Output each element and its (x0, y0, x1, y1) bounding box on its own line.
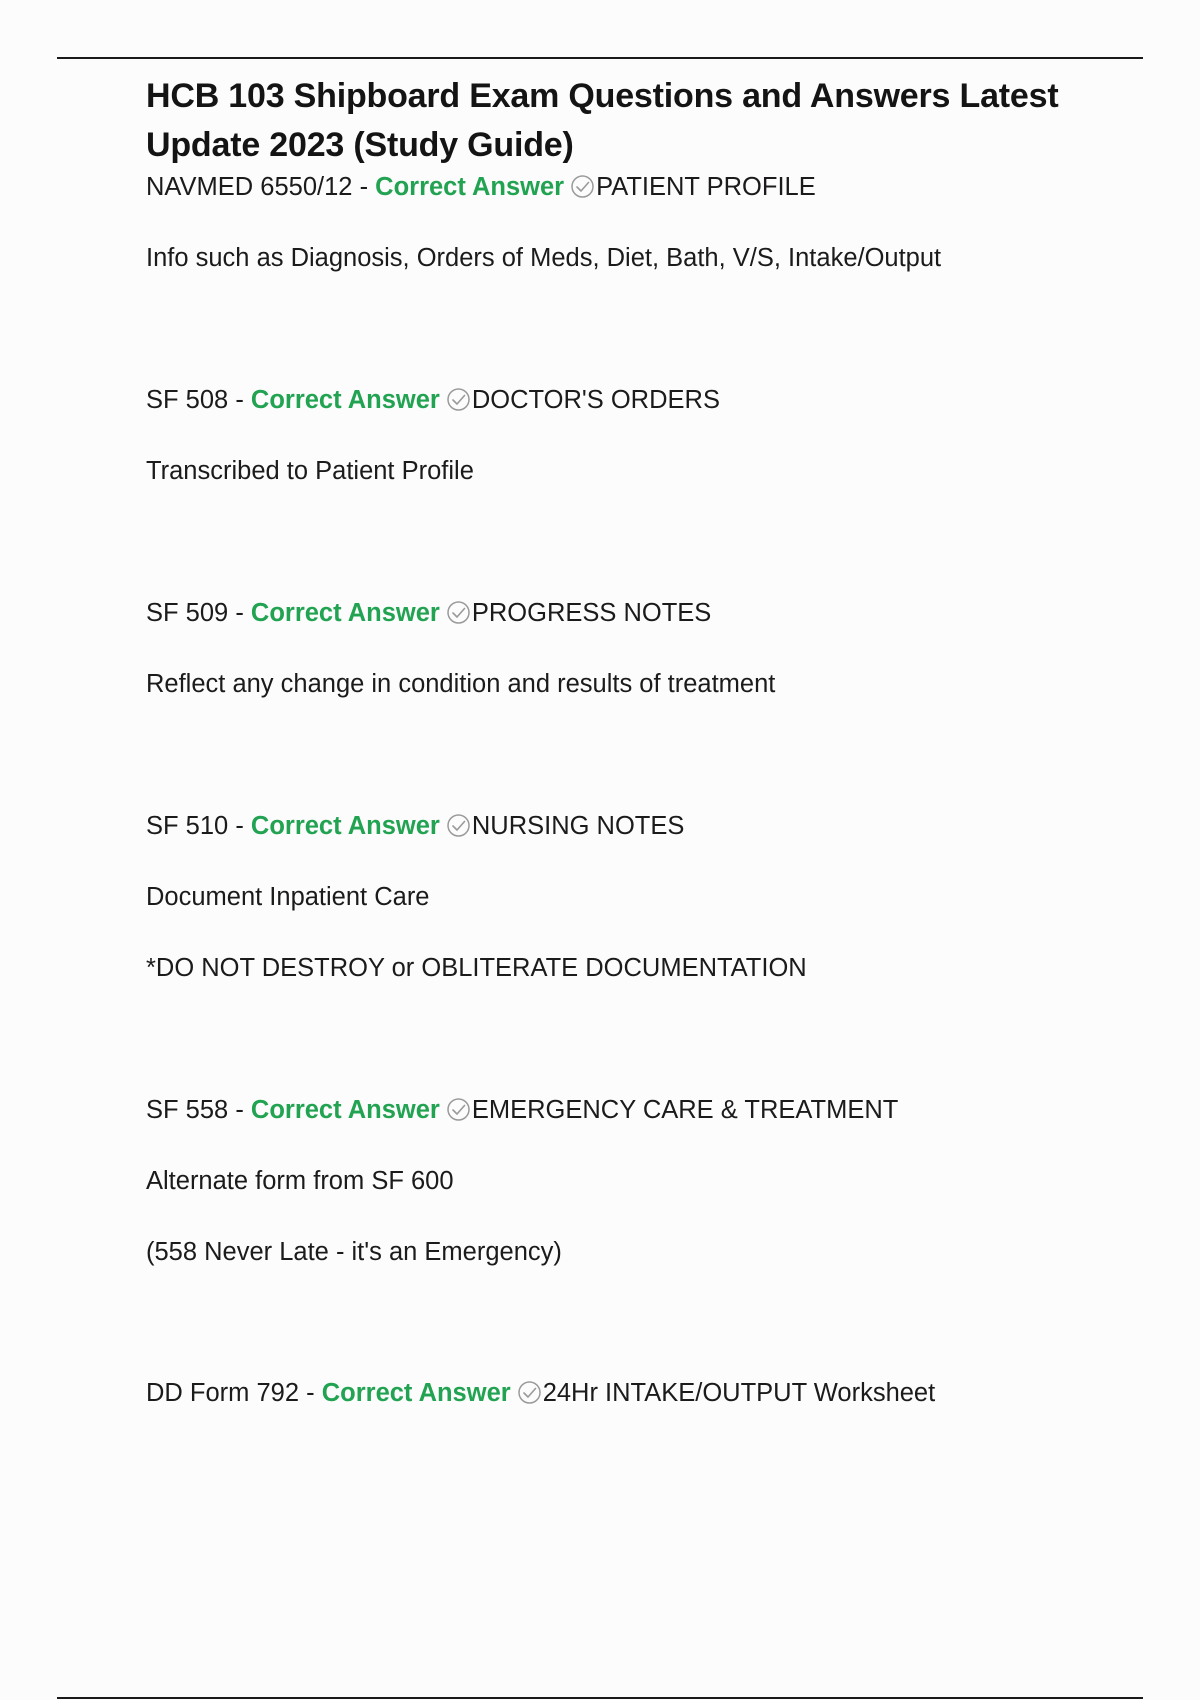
document-body (146, 72, 1106, 1410)
check-circle-icon (446, 600, 471, 625)
check-circle-icon (570, 174, 595, 199)
qa-entry (146, 170, 1106, 275)
note-line: Info such as Diagnosis, Orders of Meds, Diet, Bath, V/S, Intake/Output (146, 244, 942, 272)
separator: - (359, 173, 369, 201)
check-circle-icon (446, 1097, 471, 1122)
form-number: DD Form 792 (146, 1379, 300, 1407)
note-line: *DO NOT DESTROY or OBLITERATE DOCUMENTATION (146, 954, 807, 982)
correct-answer-label: Correct Answer (250, 1096, 440, 1124)
qa-entry (146, 383, 1106, 488)
note-line: Reflect any change in condition and results of treatment (146, 670, 776, 698)
note-line: Transcribed to Patient Profile (146, 457, 474, 485)
answer-text: EMERGENCY CARE & TREATMENT (471, 1096, 899, 1124)
form-number: SF 509 (146, 599, 229, 627)
form-number: SF 508 (146, 386, 229, 414)
form-number: SF 510 (146, 812, 229, 840)
note-line: (558 Never Late - it's an Emergency) (146, 1238, 562, 1266)
qa-entry (146, 1093, 1106, 1269)
answer-text: PATIENT PROFILE (596, 173, 816, 201)
question-line (146, 596, 1106, 630)
page-title: HCB 103 Shipboard Exam Questions and Answers Latest Update 2023 (Study Guide) (146, 77, 1059, 164)
question-line (146, 170, 1106, 204)
note-line: Document Inpatient Care (146, 883, 430, 911)
bottom-divider (57, 1697, 1143, 1699)
answer-text: NURSING NOTES (471, 812, 685, 840)
answer-text: 24Hr INTAKE/OUTPUT Worksheet (542, 1379, 936, 1407)
form-number: NAVMED 6550/12 (146, 173, 353, 201)
question-line (146, 383, 1106, 417)
answer-text: PROGRESS NOTES (471, 599, 712, 627)
question-line (146, 809, 1106, 843)
correct-answer-label: Correct Answer (250, 812, 440, 840)
separator: - (306, 1379, 315, 1407)
question-line (146, 1376, 1106, 1410)
check-circle-icon (517, 1380, 542, 1405)
check-circle-icon (446, 813, 471, 838)
qa-entry (146, 809, 1106, 985)
answer-text: DOCTOR'S ORDERS (471, 386, 720, 414)
question-line (146, 1093, 1106, 1127)
separator: - (235, 812, 244, 840)
correct-answer-label: Correct Answer (250, 599, 440, 627)
note-line: Alternate form from SF 600 (146, 1167, 454, 1195)
qa-entry (146, 1376, 1106, 1410)
correct-answer-label: Correct Answer (250, 386, 440, 414)
qa-entry (146, 596, 1106, 701)
separator: - (235, 386, 244, 414)
form-number: SF 558 (146, 1096, 229, 1124)
separator: - (235, 599, 244, 627)
top-divider (57, 57, 1143, 59)
correct-answer-label: Correct Answer (375, 173, 565, 201)
correct-answer-label: Correct Answer (321, 1379, 511, 1407)
separator: - (235, 1096, 244, 1124)
check-circle-icon (446, 387, 471, 412)
